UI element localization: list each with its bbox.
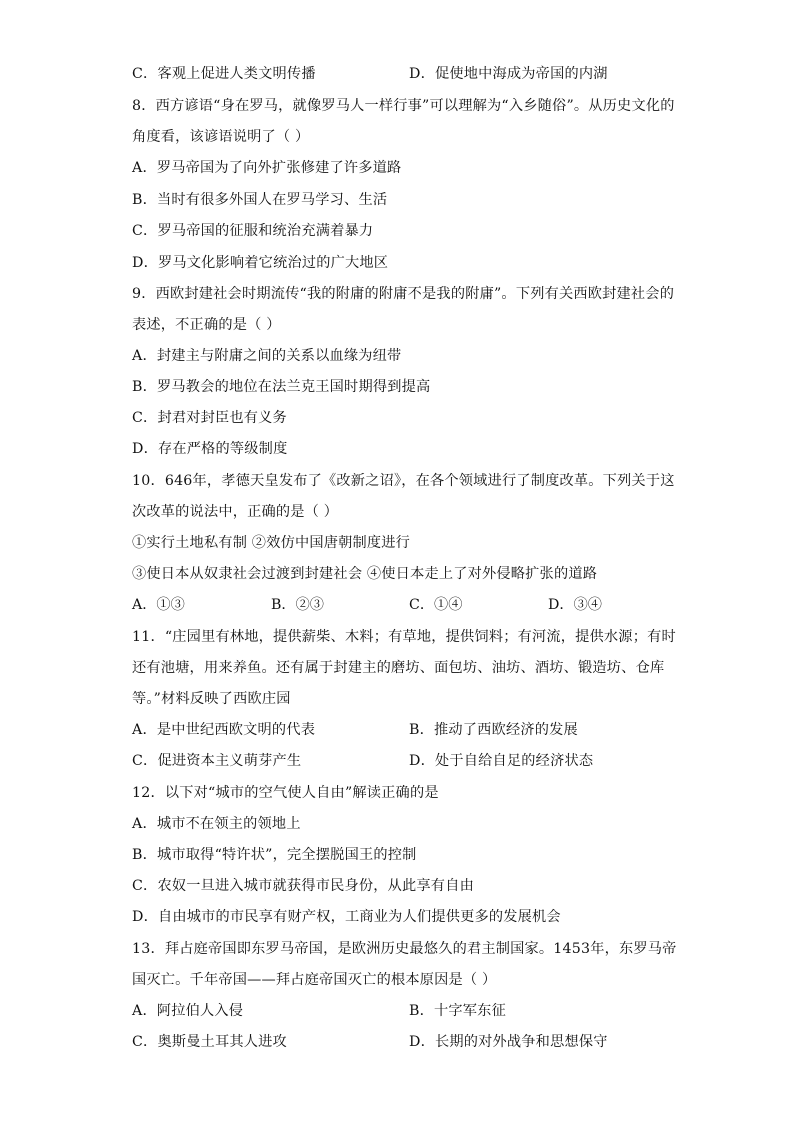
q10-stem-line-1: 10．646年，孝德天皇发布了《改新之诏》，在各个领域进行了制度改革。下列关于这 [132, 473, 675, 489]
q8-option-c: C．罗马帝国的征服和统治充满着暴力 [132, 223, 374, 239]
q12-option-a: A．城市不在领主的领地上 [132, 816, 301, 832]
q9-option-c: C．封君对封臣也有义务 [132, 410, 287, 426]
q10-stem-line-2: 次改革的说法中，正确的是（ ） [132, 504, 339, 520]
q7-option-c: C．客观上促进人类文明传播 [132, 66, 316, 82]
q10-option-d: D．③④ [548, 597, 602, 613]
q11-option-c: C．促进资本主义萌芽产生 [132, 753, 302, 769]
q13-option-c: C．奥斯曼土耳其人进攻 [132, 1034, 287, 1050]
q11-stem-line-2: 还有池塘，用来养鱼。还有属于封建主的磨坊、面包坊、油坊、酒坊、锻造坊、仓库 [132, 660, 665, 676]
q10-option-a: A．①③ [132, 597, 185, 613]
q9-option-d: D．存在严格的等级制度 [132, 441, 288, 457]
q10-items-line-1: ①实行土地私有制 ②效仿中国唐朝制度进行 [132, 535, 411, 551]
q13-option-a: A．阿拉伯人入侵 [132, 1003, 244, 1019]
q10-option-b: B．②③ [271, 597, 324, 613]
q12-option-b: B．城市取得“特许状”，完全摆脱国王的控制 [132, 847, 417, 863]
q8-option-a: A．罗马帝国为了向外扩张修建了许多道路 [132, 160, 402, 176]
q12-stem-line-1: 12．以下对“城市的空气使人自由”解读正确的是 [132, 785, 439, 801]
q13-option-d: D．长期的对外战争和思想保守 [409, 1034, 608, 1050]
q12-option-c: C．农奴一旦进入城市就获得市民身份，从此享有自由 [132, 878, 474, 894]
q11-option-d: D．处于自给自足的经济状态 [409, 753, 594, 769]
q7-option-d: D．促使地中海成为帝国的内湖 [409, 66, 608, 82]
q11-option-b: B．推动了西欧经济的发展 [409, 722, 578, 738]
q8-option-d: D．罗马文化影响着它统治过的广大地区 [132, 255, 389, 271]
q9-stem-line-1: 9．西欧封建社会时期流传“我的附庸的附庸不是我的附庸”。下列有关西欧封建社会的 [132, 286, 675, 302]
q8-stem-line-2: 角度看，该谚语说明了（ ） [132, 129, 310, 145]
q12-option-d: D．自由城市的市民享有财产权，工商业为人们提供更多的发展机会 [132, 909, 561, 925]
q11-option-a: A．是中世纪西欧文明的代表 [132, 722, 316, 738]
q8-option-b: B．当时有很多外国人在罗马学习、生活 [132, 192, 388, 208]
q10-option-c: C．①④ [409, 597, 463, 613]
q13-stem-line-2: 国灭亡。千年帝国——拜占庭帝国灭亡的根本原因是（ ） [132, 972, 497, 988]
q9-option-a: A．封建主与附庸之间的关系以血缘为纽带 [132, 348, 402, 364]
q13-option-b: B．十字军东征 [409, 1003, 506, 1019]
q9-stem-line-2: 表述，不正确的是（ ） [132, 317, 281, 333]
q13-stem-line-1: 13．拜占庭帝国即东罗马帝国，是欧洲历史最悠久的君主制国家。1453年，东罗马帝 [132, 941, 677, 957]
q9-option-b: B．罗马教会的地位在法兰克王国时期得到提高 [132, 379, 431, 395]
q11-stem-line-1: 11．“庄园里有林地，提供薪柴、木料；有草地，提供饲料；有河流，提供水源；有时 [132, 629, 676, 645]
q10-items-line-2: ③使日本从奴隶社会过渡到封建社会 ④使日本走上了对外侵略扩张的道路 [132, 566, 598, 582]
q11-stem-line-3: 等。”材料反映了西欧庄园 [132, 691, 291, 707]
q8-stem-line-1: 8．西方谚语“身在罗马，就像罗马人一样行事”可以理解为“入乡随俗”。从历史文化的 [132, 98, 675, 114]
